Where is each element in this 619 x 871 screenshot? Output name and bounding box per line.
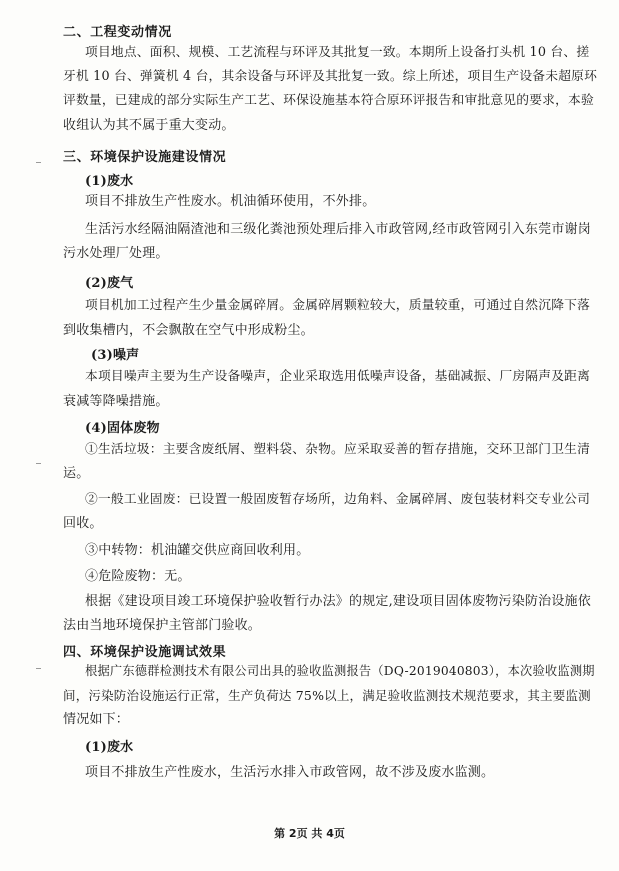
subheading-exhaust: (2)废气 <box>85 276 134 291</box>
paragraph-line: 收组认为其不属于重大变动。 <box>63 118 235 133</box>
paragraph-line: 情况如下： <box>63 712 130 727</box>
margin-mark <box>36 162 41 163</box>
paragraph-line: 项目不排放生产性废水。机油循环使用，不外排。 <box>85 194 376 209</box>
paragraph-line: ④危险废物：无。 <box>85 569 191 584</box>
paragraph-line: 项目不排放生产性废水，生活污水排入市政管网，故不涉及废水监测。 <box>85 765 495 780</box>
subheading-wastewater: (1)废水 <box>85 174 134 189</box>
paragraph-line: 项目机加工过程产生少量金属碎屑。金属碎屑颗粒较大，质量较重，可通过自然沉降下落 <box>85 298 591 313</box>
section-heading-engineering-changes: 二、工程变动情况 <box>63 25 172 40</box>
paragraph-line: 牙机 10 台、弹簧机 4 台，其余设备与环评及其批复一致。综上所述，项目生产设备未超原环 <box>63 69 598 84</box>
subheading-noise: (3)噪声 <box>91 348 140 363</box>
paragraph-line: ①生活垃圾：主要含废纸屑、塑料袋、杂物。应采取妥善的暂存措施，交环卫部门卫生清 <box>85 442 591 457</box>
paragraph-line: 衰减等降噪措施。 <box>63 394 169 409</box>
subheading-solid-waste: (4)固体废物 <box>85 421 160 436</box>
paragraph-line: 污水处理厂处理。 <box>63 246 169 261</box>
margin-mark <box>36 463 41 464</box>
paragraph-line: 间，污染防治设施运行正常，生产负荷达 75%以上，满足验收监测技术规范要求，其主要监测 <box>63 688 591 703</box>
page-number: 第 2页 共 4页 <box>274 827 345 840</box>
paragraph-line: 回收。 <box>63 516 103 531</box>
paragraph-line: ②一般工业固废：已设置一般固废暂存场所，边角料、金属碎屑、废包装材料交专业公司 <box>85 492 591 507</box>
section-heading-debug-results: 四、环境保护设施调试效果 <box>63 645 227 660</box>
paragraph-line: 评数量，已建成的部分实际生产工艺、环保设施基本符合原环评报告和审批意见的要求，本验 <box>63 93 594 108</box>
paragraph-line: 到收集槽内，不会飘散在空气中形成粉尘。 <box>63 323 314 338</box>
paragraph-line: 运。 <box>63 466 90 481</box>
paragraph-line: 生活污水经隔油隔渣池和三级化粪池预处理后排入市政管网,经市政管网引入东莞市谢岗 <box>85 222 591 237</box>
paragraph-line: 本项目噪声主要为生产设备噪声，企业采取选用低噪声设备，基础减振、厂房隔声及距离 <box>85 369 591 384</box>
paragraph-line: 法由当地环境保护主管部门验收。 <box>63 618 262 633</box>
paragraph-line: 根据广东德群检测技术有限公司出具的验收监测报告（DQ-2019040803），本次验收监测期 <box>85 664 595 678</box>
subheading-wastewater-monitoring: (1)废水 <box>85 740 134 755</box>
section-heading-env-facilities: 三、环境保护设施建设情况 <box>63 150 227 165</box>
margin-mark <box>36 668 41 669</box>
paragraph-line: ③中转物：机油罐交供应商回收利用。 <box>85 543 310 558</box>
paragraph-line: 根据《建设项目竣工环境保护验收暂行办法》的规定,建设项目固体废物污染防治设施依 <box>85 594 591 609</box>
paragraph-line: 项目地点、面积、规模、工艺流程与环评及其批复一致。本期所上设备打头机 10 台、搓 <box>85 45 590 60</box>
